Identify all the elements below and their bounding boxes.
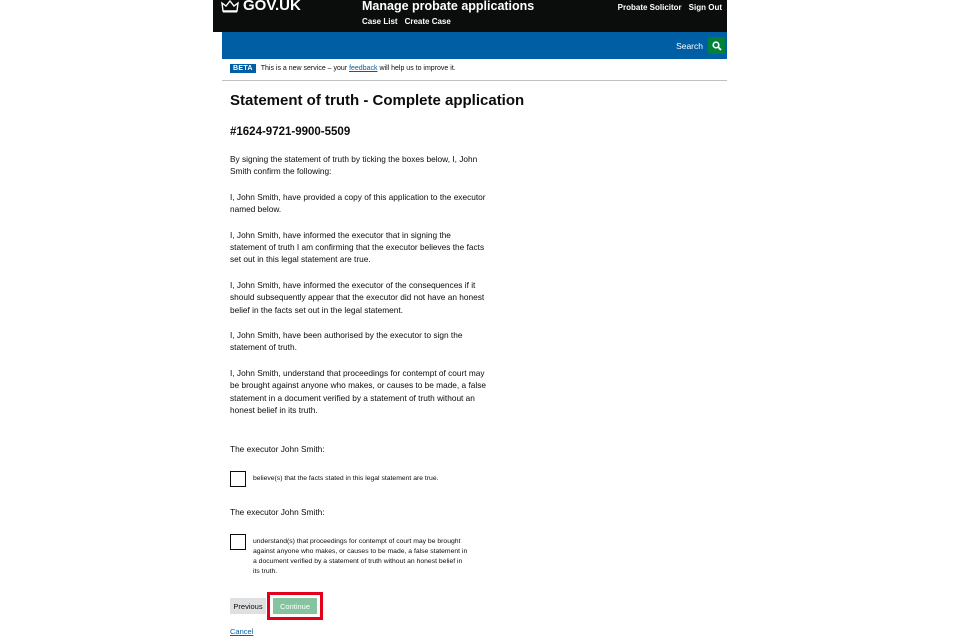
search-band [222,32,727,59]
beta-text: This is a new service – your feedback will help us to improve it. [260,65,456,72]
account-links [618,3,722,12]
service-name[interactable]: Manage probate applications [362,0,535,13]
crown-icon [221,0,239,13]
statement-paragraph: By signing the statement of truth by ticking the boxes below, I, John Smith confirm the following: [230,154,478,177]
continue-button[interactable]: Continue [273,598,317,614]
feedback-link[interactable]: feedback [349,65,378,72]
nav-create-case[interactable]: Create Case [404,17,451,26]
understands-checkbox-label[interactable]: understand(s) that proceedings for contempt of court may be brought against anyone who makes, or causes to be made, a false statement in a document verified by a statement of truth without an honest belief in its truth. [253,538,468,575]
previous-button[interactable]: Previous [230,598,266,614]
checkbox-row-believes [230,471,468,487]
statement-paragraph: I, John Smith, have been authorised by the executor to sign the statement of truth. [230,330,463,353]
site-header [213,0,727,32]
statement-text [230,153,486,430]
statement-paragraph: I, John Smith, have informed the executor that in signing the statement of truth I am confirming that the executor believes the facts set out in this legal statement are true. [230,229,485,265]
checkbox-row-understands [230,534,468,577]
govuk-logo[interactable] [221,0,301,14]
user-name-link[interactable]: Probate Solicitor [617,3,682,12]
understands-checkbox[interactable] [230,534,246,550]
statement-paragraph: I, John Smith, understand that proceedings for contempt of court may be brought against anyone who makes, or causes to be made, a false statement in a document verified by a statement of truth without an honest belief in its truth. [230,367,486,416]
header-nav [362,17,451,26]
case-reference: #1624-9721-9900-5509 [230,126,351,138]
executor-label: The executor John Smith: [230,444,325,454]
nav-case-list[interactable]: Case List [362,17,398,26]
banner-divider [222,80,727,81]
page [222,0,727,640]
continue-highlight-box [267,592,323,620]
statement-paragraph: I, John Smith, have informed the executor of the consequences if it should subsequently appear that the executor did not have an honest belief in the facts set out in the legal statement. [230,279,485,315]
believes-checkbox[interactable] [230,471,246,487]
beta-tag: BETA [230,64,256,73]
statement-paragraph: I, John Smith, have provided a copy of this application to the executor named below. [230,191,486,215]
logo-text: GOV.UK [243,0,301,14]
believes-checkbox-label[interactable]: believe(s) that the facts stated in this legal statement are true. [253,475,439,482]
sign-out-link[interactable]: Sign Out [688,3,722,12]
cancel-link[interactable]: Cancel [230,627,254,636]
beta-banner [230,64,456,73]
search-button[interactable] [708,37,725,54]
executor-label: The executor John Smith: [230,507,325,517]
search-icon [712,41,722,51]
search-label[interactable]: Search [676,41,703,51]
page-title: Statement of truth - Complete application [230,92,525,109]
